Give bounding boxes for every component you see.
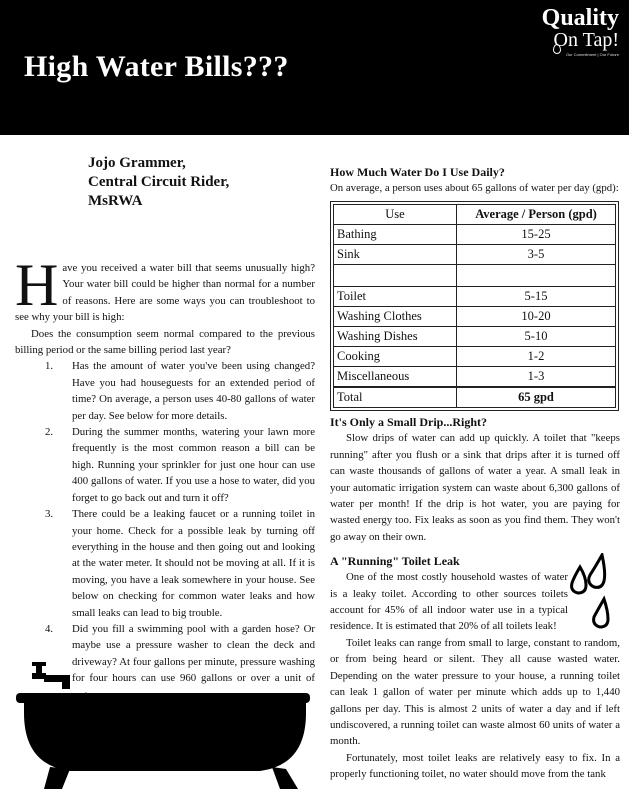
table-row [334, 327, 616, 347]
logo-tagline: Our Commitment | Our Future [565, 52, 619, 57]
list-text: Did you fill a swimming pool with a garden hose? Or maybe use a pressure washer to clean the deck and driveway? At four gallons per minute, pressure washing for four hours can use 960 gallons or over a unit of [72, 622, 315, 685]
col-use-header: Use [334, 205, 457, 225]
table-row [334, 225, 616, 245]
use-cell: Bathing [334, 225, 457, 245]
col-avg-header: Average / Person (gpd) [457, 205, 616, 225]
list-number: 4. [45, 622, 54, 635]
list-number: 1. [45, 360, 54, 373]
avg-cell: 5-10 [457, 327, 616, 347]
quality-on-tap-logo [507, 6, 619, 62]
page-title: High Water Bills??? [24, 50, 289, 83]
table-row [334, 287, 616, 307]
list-text: There could be a leaking faucet or a running toilet in your home. Check for a possible leak by turning off everything in the house and then going out and looking at the water meter. It should not be moving at all. If it is moving, you have a leak somewhere in your house. See below on checking for common water leaks and how small leaks can lead to big trouble. [72, 508, 315, 619]
author-role: Central Circuit Rider, [88, 174, 230, 190]
use-cell: Miscellaneous [334, 367, 457, 388]
avg-cell [457, 265, 616, 287]
troubleshoot-list [15, 358, 315, 703]
table-row [334, 265, 616, 287]
logo-line1: Quality [541, 5, 619, 31]
list-item [15, 506, 315, 621]
toilet-leak-p2: Toilet leaks can range from small to large, constant to random, or from being heard or silent. They all cause wasted water. Depending on the water pressure to your house, a running toilet can leak 1 gallon of water per minute which adds up to 1,440 gallons per day. This is almost 2 units of water a day and if left undiscovered, a running toilet can waste almost 60 units of water a month. [330, 636, 620, 748]
daily-use-heading: How Much Water Do I Use Daily? [330, 165, 505, 179]
use-cell: Washing Clothes [334, 307, 457, 327]
total-label: Total [334, 387, 457, 408]
list-item [15, 424, 315, 506]
use-cell: Toilet [334, 287, 457, 307]
right-column [330, 164, 620, 783]
toilet-leak-section [330, 553, 620, 782]
logo-line2: On Tap! [553, 29, 619, 51]
toilet-leak-p3: Fortunately, most toilet leaks are relatively easy to fix. In a properly functioning toilet, no water should move from the tank [330, 751, 620, 781]
avg-cell: 1-2 [457, 347, 616, 367]
table-row [334, 367, 616, 388]
consumption-question: Does the consumption seem normal compared to the previous billing period or the same billing period last year? [15, 327, 315, 357]
table-row [334, 307, 616, 327]
daily-use-intro: On average, a person uses about 65 gallons of water per day (gpd): [330, 182, 619, 194]
total-value: 65 gpd [457, 387, 616, 408]
author-byline [88, 154, 229, 211]
use-cell: Cooking [334, 347, 457, 367]
left-column [15, 252, 315, 703]
use-cell [334, 265, 457, 287]
list-number: 3. [45, 508, 54, 521]
toilet-leak-heading: A "Running" Toilet Leak [330, 554, 460, 569]
avg-cell: 5-15 [457, 287, 616, 307]
daily-use-table [333, 204, 616, 408]
table-row [334, 245, 616, 265]
toilet-leak-p1: One of the most costly household wastes of water is a leaky toilet. According to other sources toilets account for 45% of all indoor water use in a typical residence. It is estimated that 20% of all toilets leak! [330, 571, 568, 633]
intro-paragraph [15, 252, 315, 326]
list-text: Has the amount of water you've been using changed? Have you had houseguests for an extended period of time? On average, a person uses 40-80 gallons of water per day. See below for more details. [72, 360, 315, 422]
water-drops-icon [568, 553, 618, 633]
table-header-row [334, 205, 616, 225]
list-number: 2. [45, 426, 54, 439]
table-total-row [334, 387, 616, 408]
small-drip-heading: It's Only a Small Drip...Right? [330, 415, 488, 430]
header-banner [0, 0, 629, 135]
list-item [15, 358, 315, 424]
avg-cell: 15-25 [457, 225, 616, 245]
drop-cap: H [15, 252, 59, 318]
list-text: During the summer months, watering your lawn more frequently is the most common reason a bill can be high. Running your sprinkler for just one hour can use 400 gallons of water. If you use a hose to water, did you forget to go back out and turn it off? [72, 426, 315, 504]
author-name: Jojo Grammer, [88, 155, 186, 171]
intro-text: ave you received a water bill that seems unusually high? Your water bill could be higher than normal for a number of reasons. Here are some ways you can troubleshoot to see why your bill is high: [15, 262, 315, 324]
avg-cell: 10-20 [457, 307, 616, 327]
table-row [334, 347, 616, 367]
small-drip-body: Slow drips of water can add up quickly. A toilet that "keeps running" after you flush or a sink that drips after it is turned off can waste thousands of gallons of water a year. A small leak in your automatic irrigation system can waste about 6,300 gallons of water per month! If the drip is hot water, you are paying for wasted energy too. Fix leaks as soon as you find them. They won't go away on their own. [330, 432, 620, 543]
avg-cell: 3-5 [457, 245, 616, 265]
use-cell: Sink [334, 245, 457, 265]
water-drop-icon [553, 44, 561, 54]
author-org: MsRWA [88, 193, 143, 209]
bathtub-icon [10, 655, 310, 795]
use-cell: Washing Dishes [334, 327, 457, 347]
avg-cell: 1-3 [457, 367, 616, 388]
